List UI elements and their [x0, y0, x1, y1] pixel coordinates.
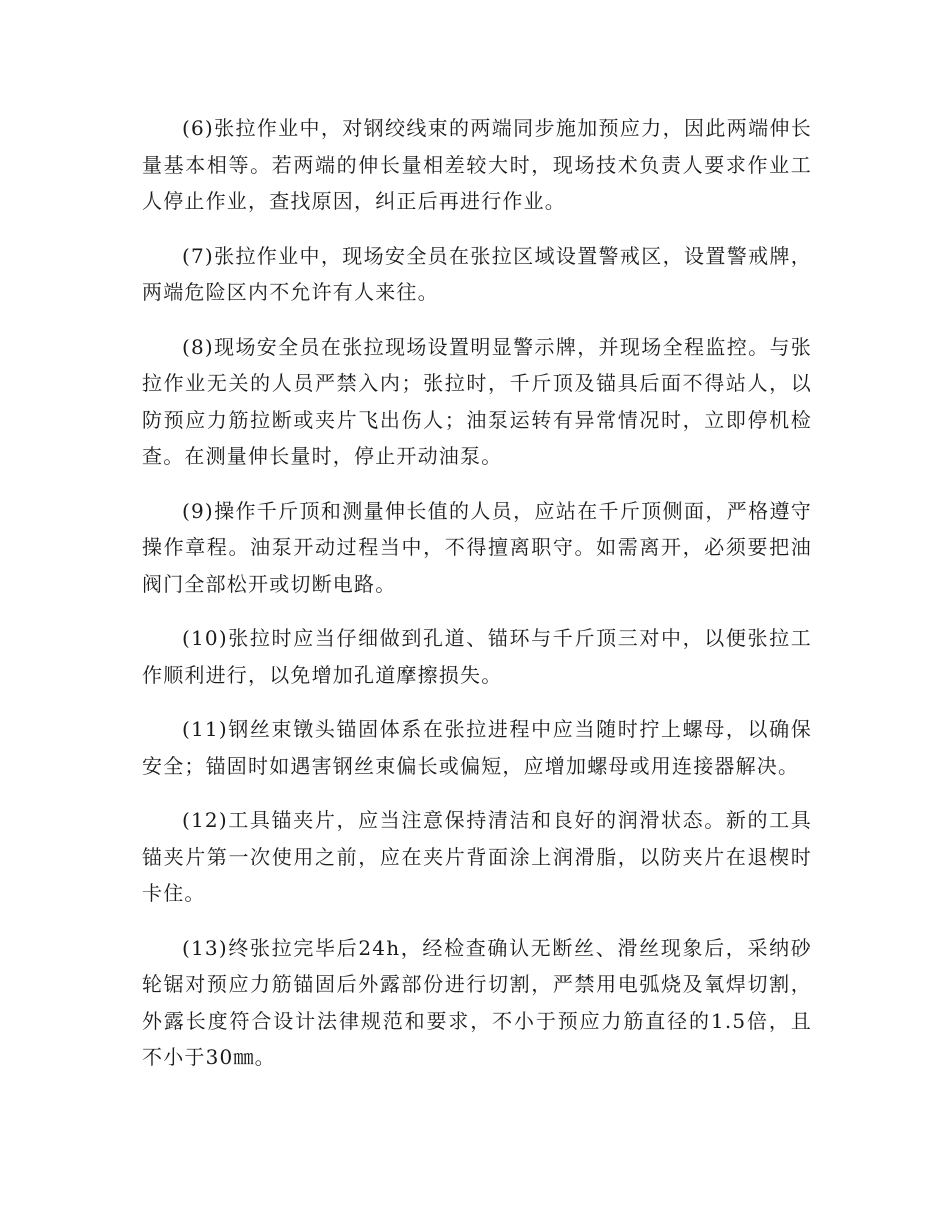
paragraph-11: (11)钢丝束镦头锚固体系在张拉进程中应当随时拧上螺母，以确保安全；锚固时如遇害钢丝束偏长或偏短，应增加螺母或用连接器解决。 — [142, 717, 812, 778]
paragraph-9: (9)操作千斤顶和测量伸长值的人员，应站在千斤顶侧面，严格遵守操作章程。油泵开动过程当中，不得擅离职守。如需离开，必须要把油阀门全部松开或切断电路。 — [142, 498, 812, 596]
paragraph-13: (13)终张拉完毕后24h，经检查确认无断丝、滑丝现象后，采纳砂轮锯对预应力筋锚固后外露部份进行切割，严禁用电弧烧及氧焊切割，外露长度符合设计法律规范和要求，不小于预应力筋直径的1.5倍，且不小于30㎜。 — [142, 935, 812, 1069]
paragraph-10: (10)张拉时应当仔细做到孔道、锚环与千斤顶三对中，以便张拉工作顺利进行，以免增加孔道摩擦损失。 — [142, 626, 812, 687]
paragraph-7: (7)张拉作业中，现场安全员在张拉区域设置警戒区，设置警戒牌，两端危险区内不允许有人来往。 — [142, 243, 812, 304]
paragraph-8: (8)现场安全员在张拉现场设置明显警示牌，并现场全程监控。与张拉作业无关的人员严禁入内；张拉时，千斤顶及锚具后面不得站人，以防预应力筋拉断或夹片飞出伤人；油泵运转有异常情况时，立即停机检查。在测量伸长量时，停止开动油泵。 — [142, 334, 812, 468]
paragraph-6: (6)张拉作业中，对钢绞线束的两端同步施加预应力，因此两端伸长量基本相等。若两端的伸长量相差较大时，现场技术负责人要求作业工人停止作业，查找原因，纠正后再进行作业。 — [142, 116, 812, 213]
document-body — [142, 110, 812, 1094]
paragraph-12: (12)工具锚夹片，应当注意保持清洁和良好的润滑状态。新的工具锚夹片第一次使用之前，应在夹片背面涂上润滑脂，以防夹片在退楔时卡住。 — [142, 808, 812, 905]
